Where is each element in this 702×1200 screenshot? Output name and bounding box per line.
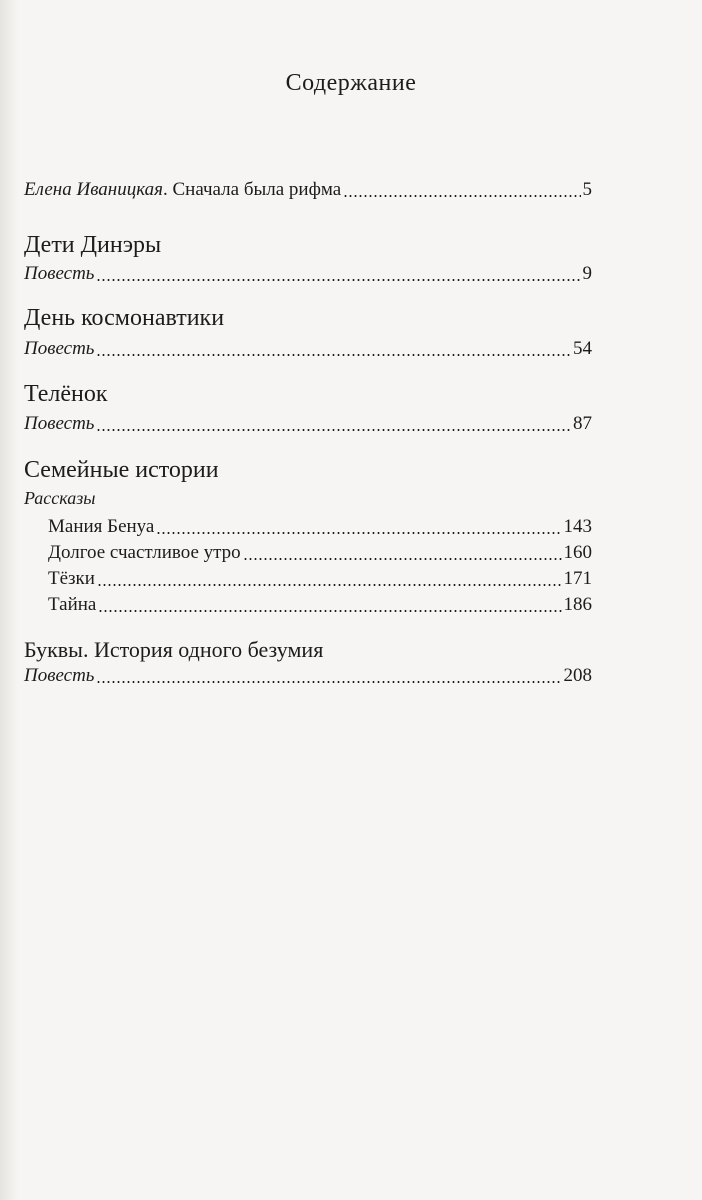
leader-dots — [97, 584, 562, 586]
toc-entry-title: Мания Бенуа — [48, 516, 155, 537]
toc-entry — [24, 337, 592, 361]
toc-entry-subtitle: Повесть — [24, 263, 95, 284]
leader-dots — [96, 354, 571, 356]
page-spine-shadow — [0, 0, 18, 1200]
toc-section-heading: День космонавтики — [24, 305, 225, 331]
toc-entry — [24, 412, 592, 436]
toc-page-number: 160 — [563, 542, 592, 563]
toc-entry-subtitle: Рассказы — [24, 488, 96, 508]
leader-dots — [96, 279, 580, 281]
toc-page-number: 54 — [573, 338, 592, 359]
toc-title: Содержание — [285, 70, 417, 96]
toc-entry-title: . Сначала была рифма — [162, 179, 342, 200]
toc-section-heading: Телёнок — [24, 381, 108, 407]
leader-dots — [96, 429, 571, 431]
toc-entry-subtitle: Повесть — [24, 338, 95, 359]
toc-entry-intro — [24, 178, 592, 202]
toc-page-number: 5 — [582, 179, 592, 200]
toc-entry — [24, 262, 592, 286]
toc-page-number: 208 — [563, 665, 592, 686]
toc-page-number: 9 — [582, 263, 592, 284]
toc-entry — [48, 567, 592, 591]
leader-dots — [156, 532, 561, 534]
toc-page-number: 143 — [563, 516, 592, 537]
toc-entry — [48, 515, 592, 539]
toc-section-heading: Дети Динэры — [24, 232, 162, 258]
leader-dots — [96, 681, 561, 683]
leader-dots — [343, 195, 580, 197]
leader-dots — [243, 558, 562, 560]
toc-page-number: 186 — [563, 594, 592, 615]
toc-entry-title: Тайна — [48, 594, 97, 615]
toc-entry — [24, 664, 592, 688]
toc-page-number: 87 — [573, 413, 592, 434]
toc-entry — [48, 541, 592, 565]
toc-entry-author: Елена Иваницкая — [24, 179, 163, 200]
toc-entry-subtitle: Повесть — [24, 665, 95, 686]
toc-entry-title: Долгое счастливое утро — [48, 542, 241, 563]
toc-entry-subtitle: Повесть — [24, 413, 95, 434]
toc-entry — [48, 593, 592, 617]
toc-section-heading: Семейные истории — [24, 457, 219, 483]
toc-page-number: 171 — [563, 568, 592, 589]
leader-dots — [98, 610, 561, 612]
toc-entry-title: Тёзки — [48, 568, 95, 589]
toc-section-heading: Буквы. История одного безумия — [24, 637, 324, 662]
